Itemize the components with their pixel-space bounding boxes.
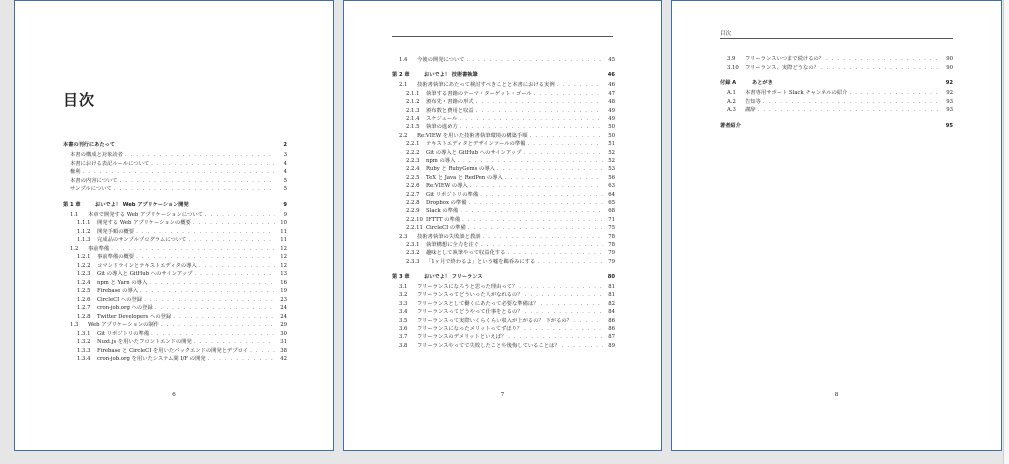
toc-entry-number: 1.2.3: [77, 271, 91, 277]
toc-entry-title: 本書における表記ルールについて: [70, 160, 150, 167]
toc-entry-title: IFTTT の準備: [426, 216, 461, 223]
toc-leader-dots: [114, 185, 275, 194]
toc-entry-title: 本書の構成と対象読者: [70, 152, 123, 158]
toc-entry-number: 1.2.7: [77, 305, 91, 311]
toc-entry-page: 79: [608, 258, 615, 265]
toc-entry-title: Dropbox の準備: [426, 199, 467, 206]
toc-entry-page: 9: [283, 201, 287, 208]
toc-entry-title: Firebase の導入: [97, 288, 139, 294]
toc-entry-number: 第 1 章: [63, 201, 81, 208]
toc-entry-number: A.3: [727, 107, 736, 113]
toc-entry-number: 1.1.1: [77, 220, 91, 226]
toc-entry-page: 31: [280, 339, 287, 345]
toc-entry-page: 12: [280, 254, 287, 260]
toc-entry-page: 3: [283, 152, 287, 158]
toc-entry-number: 2.3: [399, 233, 408, 240]
toc-entry-number: 2.2.8: [406, 199, 420, 206]
toc-entry-row[interactable]: [399, 342, 615, 351]
toc-entry-title: 執筆する書籍のテーマ・ターゲット・ゴール: [426, 90, 532, 97]
toc-entry-page: 10: [280, 220, 287, 226]
toc-entry-number: 第 2 章: [392, 72, 410, 79]
toc-entry-title: npm と Yarn の導入: [97, 279, 148, 286]
toc-entry-page: 90: [946, 56, 953, 62]
toc-entry-page: 52: [608, 149, 615, 156]
toc-entry-number: 2.1: [399, 82, 408, 89]
toc-chapter-row[interactable]: [63, 201, 287, 210]
toc-entry-page: 82: [608, 300, 615, 307]
header-rule: [392, 36, 613, 37]
toc-entry-page: 38: [280, 347, 287, 354]
toc-leader-dots: [537, 258, 603, 267]
toc-entry-title: Web アプリケーションの制作: [88, 322, 159, 328]
toc-entry-number: 2.2.2: [406, 149, 420, 156]
toc-entry-number: A.1: [727, 90, 736, 96]
toc-title: 目次: [63, 91, 96, 109]
toc-entry-title: 本書の内容について: [70, 177, 118, 184]
toc-entry-title: Re:VIEW の導入: [426, 183, 468, 190]
toc-entry-number: 2.2.11: [406, 225, 423, 232]
toc-entry-number: 1.2.4: [77, 279, 91, 286]
toc-entry-page: 46: [607, 72, 615, 79]
toc-entry-title: 執筆構想に全力を注ぐ: [426, 241, 479, 248]
toc-entry-number: 2.2.4: [406, 166, 420, 173]
toc-entry-row[interactable]: [399, 56, 615, 65]
toc-entry-number: 1.3.4: [77, 356, 91, 362]
toc-entry-page: 84: [608, 309, 615, 316]
toc-entry-page: 89: [608, 342, 615, 349]
toc-entry-number: 1.4: [399, 57, 408, 63]
toc-chapter-row[interactable]: [63, 141, 287, 150]
toc-entry-row[interactable]: [727, 64, 953, 73]
toc-entry-title: フリーランスのデメリットといえば？: [417, 334, 507, 341]
toc-entry-number: 3.3: [399, 300, 408, 307]
toc-entry-title: 完成品のサンプルプログラムについて: [97, 237, 187, 243]
toc-entry-number: 2.2.10: [406, 216, 423, 223]
toc-entry-number: 1.1.2: [77, 228, 91, 235]
toc-entry-page: 29: [280, 322, 287, 328]
toc-entry-title: Nuxt.js を用いたフロントエンドの開発: [97, 339, 192, 345]
toc-entry-title: 事前準備: [88, 245, 110, 252]
toc-entry-title: 趣味として執筆やって収益化する: [426, 250, 506, 257]
toc-entry-title: 謝辞: [745, 107, 756, 113]
toc-leader-dots: [821, 64, 941, 73]
toc-entry-title: Firebase と CircleCI を用いたバックエンドの開発とデプロイ: [97, 347, 249, 354]
toc-entry-title: 開発する Web アプリケーションの概要: [97, 220, 191, 226]
toc-entry-title: フリーランスとして働くにあたって必要な準備は？: [417, 300, 539, 307]
toc-entry-title: 告知等: [745, 98, 761, 105]
toc-entry-title: コマンドラインとテキストエディタの導入: [97, 262, 197, 269]
toc-entry-number: 1.2.6: [77, 296, 91, 303]
toc-entry-page: 5: [283, 177, 287, 184]
toc-entry-number: 2.1.3: [406, 107, 420, 114]
toc-entry-number: 1.2.1: [77, 254, 91, 260]
toc-entry-number: 1.3.3: [77, 347, 91, 354]
toc-entry-title: フリーランスってどうやって仕事をとるの？: [417, 309, 523, 316]
toc-entry-title: 権利: [70, 169, 81, 175]
toc-entry-title: おいでよ！ Web アプリケーション開発: [95, 201, 189, 208]
toc-entry-page: 95: [945, 122, 953, 129]
toc-entry-title: フリーランス、実際どうなの？: [745, 64, 819, 71]
toc-entry-number: 第 3 章: [392, 274, 410, 281]
toc-entry-page: 90: [946, 64, 953, 71]
toc-entry-page: 68: [608, 208, 615, 215]
toc-entry-title: 「1ヶ月で終わるよ」という嘘を鵜呑みにする: [426, 258, 536, 265]
toc-page-6: [14, 0, 334, 451]
toc-entry-page: 79: [608, 250, 615, 257]
toc-entry-page: 80: [607, 274, 615, 281]
toc-entry-number: 3.5: [399, 317, 408, 324]
toc-entry-page: 53: [608, 166, 615, 173]
toc-entry-number: 1.3.1: [77, 330, 91, 337]
toc-entry-page: 19: [280, 288, 287, 294]
toc-entry-page: 52: [608, 157, 615, 164]
toc-entry-title: Git の導入と GitHub へのサインアップ: [97, 271, 193, 277]
toc-entry-title: Git の導入と GitHub へのサインアップ: [426, 149, 522, 156]
toc-entry-page: 4: [283, 169, 287, 175]
toc-entry-page: 50: [608, 132, 615, 139]
toc-entry-number: 2.2.5: [406, 174, 420, 181]
toc-entry-number: 3.1: [399, 284, 408, 290]
toc-entry-title: フリーランスやってて失敗したことや後悔していることは？: [417, 342, 560, 349]
toc-entry-number: 1.3: [70, 322, 79, 328]
toc-entry-page: 12: [280, 262, 287, 269]
toc-entry-page: 92: [946, 90, 953, 96]
toc-entry-number: A.2: [727, 98, 736, 105]
toc-entry-page: 12: [280, 245, 287, 252]
toc-entry-title: 本章で開発する Web アプリケーションについて: [88, 211, 203, 218]
toc-entry-page: 75: [608, 225, 615, 232]
toc-entry-number: 3.10: [727, 64, 739, 71]
toc-entry-title: フリーランスって実際いくらくらい収入が上がるの？ 下がるの？: [417, 317, 572, 324]
header-rule: [720, 38, 953, 39]
toc-entry-number: 1.1.3: [77, 237, 91, 243]
toc-entry-number: 2.1.1: [406, 90, 420, 97]
page-number: 7: [500, 392, 505, 398]
toc-entry-page: 45: [608, 57, 615, 63]
toc-entry-page: 50: [608, 124, 615, 131]
toc-entry-number: 2.3.2: [406, 250, 420, 257]
toc-entry-number: 1.1: [70, 211, 79, 218]
toc-entry-page: 63: [608, 183, 615, 190]
toc-entry-title: 本書専用サポート Slack チャンネルの紹介: [745, 90, 848, 96]
toc-entry-number: 付録 A: [720, 80, 737, 86]
toc-entry-page: 47: [608, 90, 615, 97]
toc-entry-number: 1.2: [70, 245, 79, 252]
toc-page-8: [671, 0, 1002, 451]
toc-entry-title: 今後の開発について: [417, 57, 465, 63]
toc-entry-number: 1.3.2: [77, 339, 91, 345]
toc-chapter-row[interactable]: [720, 122, 953, 131]
toc-entry-number: 2.3.3: [406, 258, 420, 265]
toc-entry-number: 2.1.4: [406, 115, 420, 122]
toc-entry-page: 42: [280, 356, 287, 362]
toc-entry-page: 46: [608, 82, 615, 89]
toc-entry-page: 81: [608, 284, 615, 290]
toc-entry-title: サンプルについて: [70, 186, 112, 192]
toc-chapter-row[interactable]: [720, 79, 953, 88]
toc-entry-title: 技術書執筆の失敗談と教訓: [417, 233, 481, 240]
toc-entry-number: 2.2.1: [406, 141, 420, 148]
toc-entry-title: フリーランスになろうと思った理由って？: [417, 284, 518, 290]
toc-entry-page: 13: [280, 271, 287, 277]
toc-entry-title: あとがき: [752, 80, 773, 86]
toc-entry-title: 技術書執筆にあたって検討すべきことと本書における実例: [417, 82, 555, 89]
toc-leader-dots: [758, 106, 941, 115]
page-number: 8: [834, 392, 839, 398]
toc-entry-page: 56: [608, 174, 615, 181]
toc-entry-number: 2.1.2: [406, 99, 420, 106]
toc-entry-row[interactable]: [77, 355, 287, 364]
running-head: 目次: [720, 31, 732, 37]
toc-entry-row[interactable]: [70, 185, 287, 194]
toc-entry-title: Git リポジトリの準備: [97, 330, 150, 337]
toc-entry-page: 65: [608, 199, 615, 206]
toc-entry-title: Ruby と RubyGems の導入: [426, 166, 495, 173]
toc-leader-dots: [467, 56, 603, 65]
toc-entry-page: 24: [280, 305, 287, 311]
toc-entry-title: 開発手順の概要: [97, 228, 135, 235]
toc-entry-number: 3.4: [399, 309, 408, 316]
toc-entry-page: 11: [280, 237, 287, 243]
toc-entry-page: 64: [608, 191, 615, 198]
toc-entry-number: 3.6: [399, 326, 408, 332]
toc-entry-page: 92: [945, 80, 953, 86]
toc-leader-dots: [208, 355, 275, 364]
toc-entry-page: 49: [608, 107, 615, 114]
toc-entry-number: 1.2.2: [77, 262, 91, 269]
toc-entry-number: 1.2.5: [77, 288, 91, 294]
toc-entry-page: 93: [946, 98, 953, 105]
toc-entry-number: 2.1.5: [406, 124, 420, 131]
toc-entry-page: 48: [608, 99, 615, 106]
toc-entry-page: 49: [608, 115, 615, 122]
toc-entry-number: 1.2.8: [77, 313, 91, 320]
toc-entry-page: 4: [283, 160, 287, 167]
toc-entry-number: 2.2.7: [406, 191, 420, 198]
toc-entry-page: 2: [283, 142, 287, 148]
next-page-edge: [1003, 0, 1009, 464]
toc-entry-title: おいでよ！ フリーランス: [424, 274, 483, 281]
toc-entry-row[interactable]: [406, 258, 615, 267]
toc-entry-page: 87: [608, 334, 615, 341]
toc-entry-title: 本書の刊行にあたって: [63, 142, 115, 148]
toc-entry-title: Re:VIEW を用いた技術書執筆環境の構築手順: [417, 132, 528, 139]
toc-entry-title: フリーランスいつまで続けるの？: [745, 56, 825, 62]
toc-entry-page: 9: [283, 211, 287, 218]
toc-entry-number: 2.2.9: [406, 208, 420, 215]
toc-entry-page: 24: [280, 313, 287, 320]
toc-entry-title: スケジュール: [426, 115, 458, 122]
toc-chapter-row[interactable]: [392, 273, 615, 282]
toc-entry-page: 86: [608, 317, 615, 324]
toc-entry-number: 3.9: [727, 56, 736, 62]
toc-entry-title: Git リポジトリの準備: [426, 191, 479, 198]
toc-entry-page: 51: [608, 141, 615, 148]
toc-entry-title: 頒布数と費用と収益: [426, 107, 474, 114]
toc-entry-title: おいでよ！ 技術書執筆: [424, 72, 478, 79]
toc-entry-title: TeX と Java と RedPen の導入: [426, 174, 503, 181]
toc-entry-page: 86: [608, 326, 615, 332]
toc-entry-title: Slack の準備: [426, 208, 459, 215]
toc-entry-number: 2.3.1: [406, 241, 420, 248]
toc-entry-title: 事前準備の概要: [97, 254, 135, 260]
toc-entry-title: CircleCI への登録: [97, 296, 143, 303]
toc-entry-title: cron-job.org を用いたシステム間 I/F の開発: [97, 356, 206, 362]
toc-entry-page: 11: [280, 228, 287, 235]
toc-entry-page: 81: [608, 292, 615, 299]
toc-entry-title: CircleCI の準備: [426, 225, 466, 232]
toc-entry-page: 71: [608, 216, 615, 223]
toc-entry-title: フリーランスってどういった人がなれるの？: [417, 292, 523, 299]
toc-entry-page: 23: [280, 296, 287, 303]
toc-entry-title: テキストエディタとデザインツールの準備: [426, 141, 526, 148]
toc-entry-title: フリーランスになったメリットってずばり？: [417, 326, 523, 332]
page-number: 6: [172, 392, 176, 398]
toc-entry-number: 2.2: [399, 132, 408, 139]
toc-entry-title: cron-job.org への登録: [97, 305, 153, 311]
toc-entry-page: 30: [280, 330, 287, 337]
toc-entry-number: 3.2: [399, 292, 408, 299]
toc-entry-number: 2.2.6: [406, 183, 420, 190]
toc-entry-page: 16: [280, 279, 287, 286]
toc-entry-number: 3.7: [399, 334, 408, 341]
toc-entry-title: 執筆の進め方: [426, 124, 458, 131]
toc-entry-number: 2.2.3: [406, 157, 420, 164]
toc-entry-page: 78: [608, 241, 615, 248]
toc-entry-number: 3.8: [399, 342, 408, 349]
toc-entry-page: 93: [946, 107, 953, 113]
toc-entry-title: npm の導入: [426, 157, 456, 164]
toc-entry-title: 著者紹介: [720, 122, 741, 129]
toc-chapter-row[interactable]: [392, 71, 615, 80]
toc-entry-page: 5: [283, 186, 287, 192]
toc-leader-dots: [562, 342, 603, 351]
toc-page-7: [343, 0, 662, 451]
toc-entry-page: 78: [608, 233, 615, 240]
toc-entry-title: 頒布先・書籍の形式: [426, 99, 474, 106]
toc-entry-row[interactable]: [727, 106, 953, 115]
toc-entry-title: Twitter Developers への登録: [97, 313, 172, 320]
